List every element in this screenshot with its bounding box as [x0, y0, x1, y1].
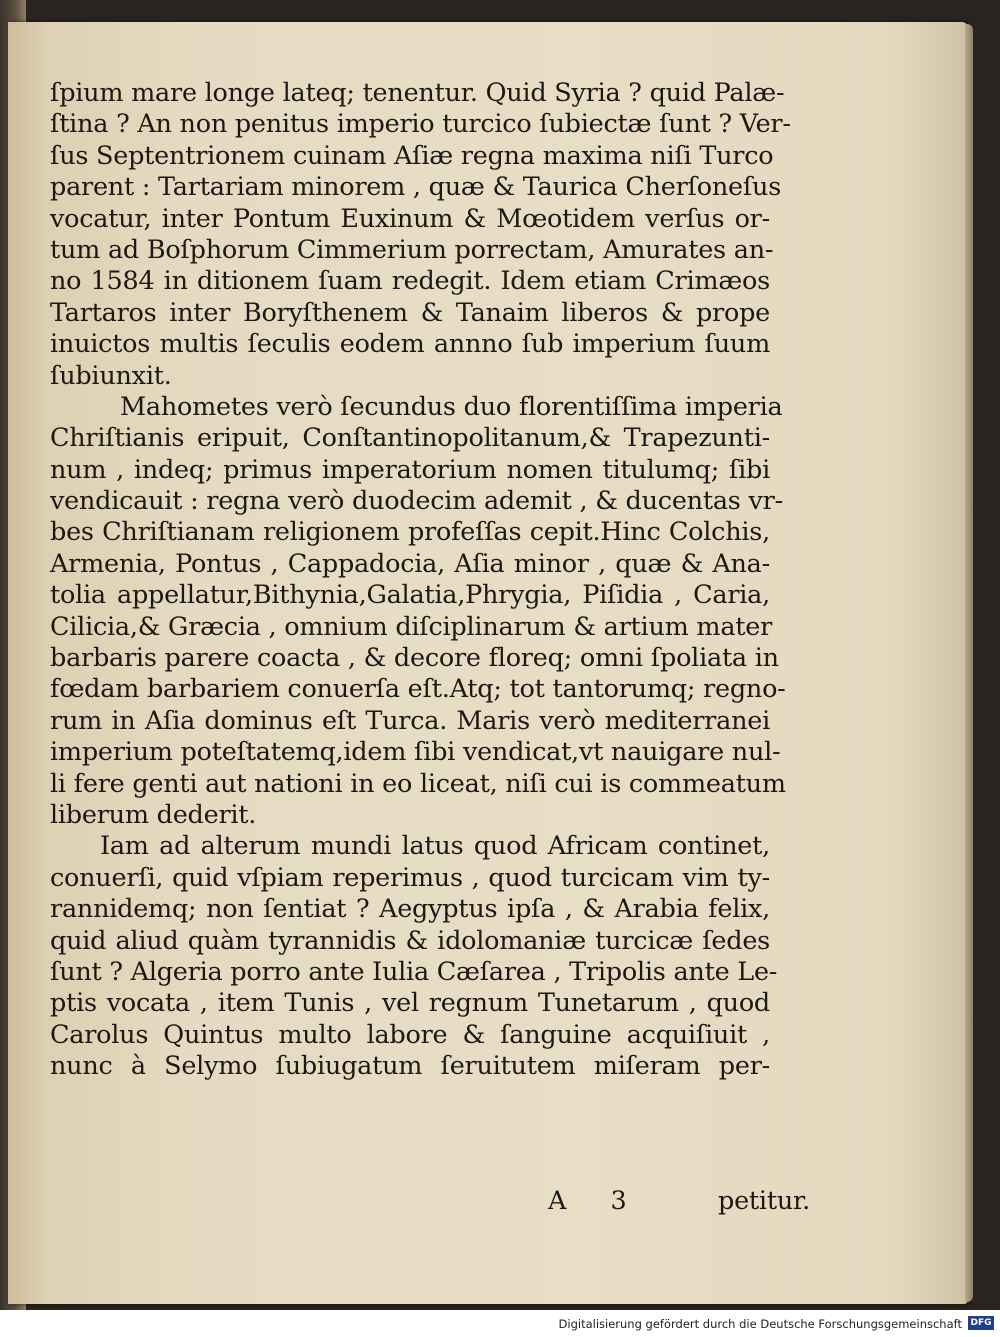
dfg-logo-icon: DFG — [968, 1316, 994, 1330]
text-line: Armenia, Pontus , Cappadocia, Aſia minor , quæ & Ana- — [50, 548, 770, 579]
text-line: rum in Aſia dominus eſt Turca. Maris verò mediterranei — [50, 705, 770, 736]
text-line: rannidemq; non ſentiat ? Aegyptus ipſa , & Arabia felix, — [50, 894, 770, 925]
page-edge — [965, 24, 973, 1302]
text-line: inuictos multis ſeculis eodem annno ſub imperium ſuum — [50, 329, 770, 360]
text-line: tolia appellatur,Bithynia,Galatia,Phrygia, Piſidia , Caria, — [50, 580, 770, 611]
text-line: barbaris parere coacta , & decore floreq; omni ſpoliata in — [50, 643, 779, 674]
paragraph-first-line: Mahometes verò ſecundus duo florentiſſima imperia — [120, 391, 783, 422]
catchword: petitur. — [718, 1186, 810, 1216]
text-line: vocatur, inter Pontum Euxinum & Mœotidem verſus or- — [50, 203, 770, 234]
text-line: ſtina ? An non penitus imperio turcico ſubiectæ ſunt ? Ver- — [50, 109, 791, 140]
text-line: li fere genti aut nationi in eo liceat, niſi cui is commeatum — [50, 768, 786, 799]
text-line: vendicauit : regna verò duodecim ademit , & ducentas vr- — [50, 486, 783, 517]
text-line: ſus Septentrionem cuinam Aſiæ regna maxima niſi Turco — [50, 140, 774, 171]
text-line: tum ad Boſphorum Cimmerium porrectam, Amurates an- — [50, 234, 774, 265]
text-line: Carolus Quintus multo labore & ſanguine acquiſiuit , — [50, 1019, 770, 1050]
text-line: ſubiunxit. — [50, 360, 172, 391]
text-line: Tartaros inter Boryſthenem & Tanaim liberos & prope — [50, 297, 770, 328]
text-line: bes Chriſtianam religionem profeſſas cepit.Hinc Colchis, — [50, 517, 770, 548]
page-catchline — [50, 1186, 810, 1218]
text-line: ſunt ? Algeria porro ante Iulia Cæſarea , Tripolis ante Le- — [50, 956, 778, 987]
footer-credit: Digitalisierung gefördert durch die Deutsche Forschungsgemeinschaft — [558, 1317, 962, 1331]
signature-mark: A 3 — [548, 1186, 645, 1216]
text-line: no 1584 in ditionem ſuam redegit. Idem etiam Crimæos — [50, 266, 770, 297]
digitization-footer — [0, 1310, 1000, 1337]
page-text — [50, 78, 810, 1216]
text-line: parent : Tartariam minorem , quæ & Taurica Cherſoneſus — [50, 172, 782, 203]
text-line: fœdam barbariem conuerſa eſt.Atq; tot tantorumq; regno- — [50, 674, 786, 705]
text-line: Chriſtianis eripuit, Conſtantinopolitanum,& Trapezunti- — [50, 423, 770, 454]
text-line: Cilicia,& Græcia , omnium diſciplinarum & artium mater — [50, 611, 773, 642]
text-line: nunc à Selymo ſubiugatum ſeruitutem miſeram per- — [50, 1051, 770, 1082]
paragraph-first-line: Iam ad alterum mundi latus quod Africam continet, — [100, 831, 770, 862]
text-line: liberum dederit. — [50, 799, 257, 830]
text-line: num , indeq; primus imperatorium nomen titulumq; ſibi — [50, 454, 770, 485]
text-line: imperium poteſtatemq,idem ſibi vendicat,vt nauigare nul- — [50, 737, 781, 768]
text-line: ptis vocata , item Tunis , vel regnum Tunetarum , quod — [50, 988, 770, 1019]
text-line: ſpium mare longe lateq; tenentur. Quid Syria ? quid Palæ- — [50, 78, 785, 108]
text-line: conuerſi, quid vſpiam reperimus , quod turcicam vim ty- — [50, 862, 770, 893]
text-line: quid aliud quàm tyrannidis & idolomaniæ turcicæ ſedes — [50, 925, 770, 956]
